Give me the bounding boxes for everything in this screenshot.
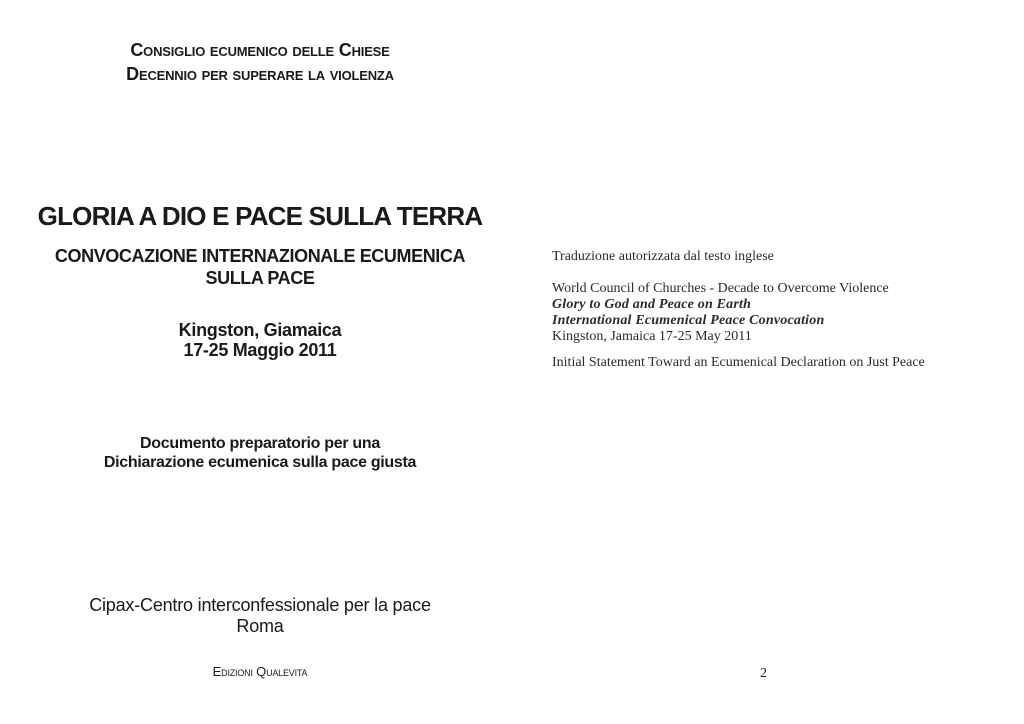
credits-convocation: International Ecumenical Peace Convocation — [552, 313, 825, 328]
document-line-2: Dichiarazione ecumenica sulla pace giusta — [103, 454, 417, 471]
event-dates: 17-25 Maggio 2011 — [183, 340, 337, 360]
subtitle — [0, 245, 520, 289]
credits-organization: World Council of Churches - Decade to Overcome Violence — [552, 281, 889, 296]
organization-header — [0, 38, 520, 86]
main-title: GLORIA A DIO E PACE SULLA TERRA — [37, 201, 483, 231]
right-page — [520, 0, 1024, 724]
publisher — [0, 595, 520, 637]
credits-location-date: Kingston, Jamaica 17-25 May 2011 — [552, 329, 752, 344]
credits-title: Glory to God and Peace on Earth — [552, 297, 752, 312]
publisher-city: Roma — [236, 616, 284, 636]
event-location: Kingston, Giamaica — [178, 320, 342, 340]
publisher-name: Cipax-Centro interconfessionale per la pace — [89, 595, 431, 615]
organization-name: Consiglio ecumenico delle Chiese — [130, 40, 390, 60]
page-number: 2 — [760, 666, 767, 681]
document-line-1: Documento preparatorio per una — [140, 435, 380, 452]
subtitle-line-2: SULLA PACE — [205, 268, 315, 288]
source-title: Initial Statement Toward an Ecumenical Declaration on Just Peace — [552, 355, 925, 370]
subtitle-line-1: CONVOCAZIONE INTERNAZIONALE ECUMENICA — [54, 246, 466, 266]
imprint: Edizioni Qualevita — [212, 664, 308, 679]
translation-note: Traduzione autorizzata dal testo inglese — [552, 249, 774, 264]
original-credits — [552, 281, 889, 345]
event-info — [0, 320, 520, 360]
document-description — [0, 434, 520, 472]
decade-name: Decennio per superare la violenza — [126, 64, 394, 84]
